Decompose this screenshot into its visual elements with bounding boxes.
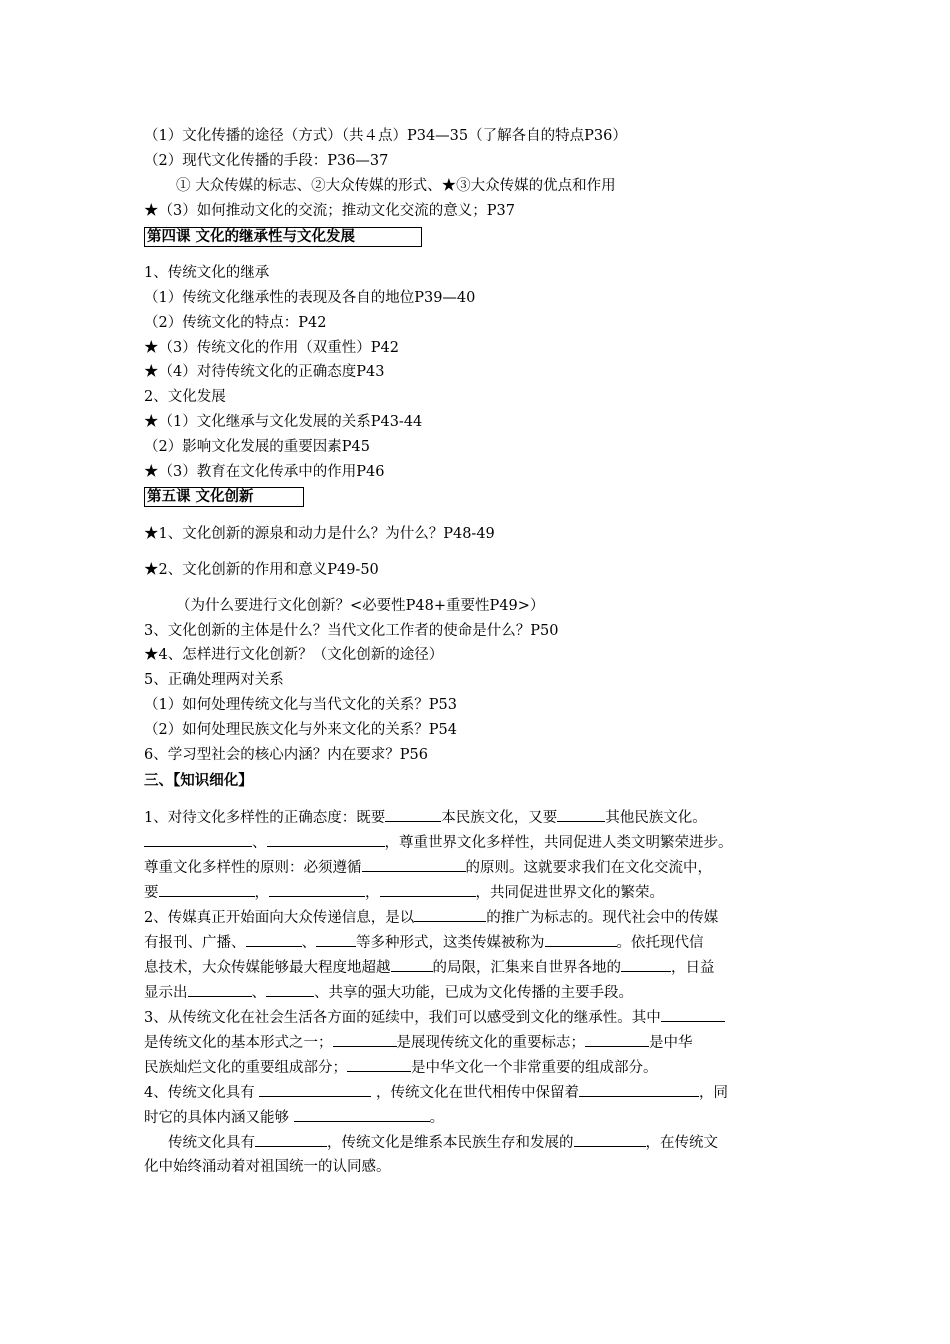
blank[interactable] <box>579 1082 699 1097</box>
blank[interactable] <box>269 882 365 897</box>
lesson5-item: 3、文化创新的主体是什么？当代文化工作者的使命是什么？P50 <box>144 623 559 639</box>
q1-line3: 尊重文化多样性的原则：必须遵循 的原则。这就要求我们在文化交流中， <box>144 857 712 878</box>
blank[interactable] <box>188 982 252 997</box>
lesson4-title: 第四课 文化的继承性与文化发展 <box>144 227 422 247</box>
lesson5-item: （1）如何处理传统文化与当代文化的关系？P53 <box>144 697 457 713</box>
item-modern-means: （2）现代文化传播的手段：P36—37 <box>144 153 389 169</box>
blank[interactable] <box>380 882 476 897</box>
q4-line2: 时它的具体内涵又能够 。 <box>144 1107 444 1128</box>
lesson4-item: 2、文化发展 <box>144 389 226 405</box>
blank[interactable] <box>246 932 302 947</box>
lesson5-item: （为什么要进行文化创新？<必要性P48+重要性P49>） <box>176 598 545 614</box>
q4-line4: 化中始终涌动着对祖国统一的认同感。 <box>144 1159 391 1175</box>
q3-line1: 3、从传统文化在社会生活各方面的延续中，我们可以感受到文化的继承性。其中 <box>144 1007 725 1028</box>
blank[interactable] <box>266 982 314 997</box>
blank[interactable] <box>385 807 441 822</box>
lesson4-item: （1）传统文化继承性的表现及各自的地位P39—40 <box>144 290 476 306</box>
blank[interactable] <box>545 932 617 947</box>
q4-line1: 4、传统文化具有 ，传统文化在世代相传中保留着 ，同 <box>144 1082 728 1103</box>
lesson4-item: ★（3）传统文化的作用（双重性）P42 <box>144 340 399 356</box>
q1-line1: 1、对待文化多样性的正确态度：既要 本民族文化，又要 其他民族文化。 <box>144 807 707 828</box>
q1-line4: 要 ， ， ，共同促进世界文化的繁荣。 <box>144 882 664 903</box>
blank[interactable] <box>585 1032 649 1047</box>
blank[interactable] <box>557 807 605 822</box>
item-mass-media: ① 大众传媒的标志、②大众传媒的形式、★③大众传媒的优点和作用 <box>176 178 616 194</box>
q2-line1: 2、传媒真正开始面向大众传递信息，是以 的推广为标志的。现代社会中的传媒 <box>144 907 718 928</box>
lesson4-item: ★（4）对待传统文化的正确态度P43 <box>144 364 385 380</box>
q2-line4: 显示出 、 、共享的强大功能，已成为文化传播的主要手段。 <box>144 982 633 1003</box>
blank[interactable] <box>347 1057 411 1072</box>
lesson5-item: 5、正确处理两对关系 <box>144 672 284 688</box>
blank[interactable] <box>362 857 466 872</box>
lesson5-item: ★1、文化创新的源泉和动力是什么？为什么？P48-49 <box>144 526 495 542</box>
lesson4-item: （2）传统文化的特点：P42 <box>144 315 327 331</box>
q1-line2: 、 ，尊重世界文化多样性，共同促进人类文明繁荣进步。 <box>144 832 733 853</box>
blank[interactable] <box>259 1082 371 1097</box>
lesson4-item: （2）影响文化发展的重要因素P45 <box>144 439 370 455</box>
blank[interactable] <box>159 882 255 897</box>
lesson5-item: ★2、文化创新的作用和意义P49-50 <box>144 562 379 578</box>
q3-line2: 是传统文化的基本形式之一； 是展现传统文化的重要标志； 是中华 <box>144 1032 693 1053</box>
blank[interactable] <box>333 1032 397 1047</box>
item-promote-exchange: ★（3）如何推动文化的交流；推动文化交流的意义；P37 <box>144 203 515 219</box>
lesson4-item: ★（1）文化继承与文化发展的关系P43-44 <box>144 414 423 430</box>
part3-heading: 三、【知识细化】 <box>144 772 253 789</box>
item-transmission-ways: （1）文化传播的途径（方式）（共４点）P34—35（了解各自的特点P36） <box>144 128 627 144</box>
lesson5-title: 第五课 文化创新 <box>144 487 304 507</box>
q2-line2: 有报刊、广播、 、 等多种形式，这类传媒被称为 。依托现代信 <box>144 932 704 953</box>
q3-line3: 民族灿烂文化的重要组成部分； 是中华文化一个非常重要的组成部分。 <box>144 1057 658 1078</box>
blank[interactable] <box>391 957 433 972</box>
blank[interactable] <box>661 1007 725 1022</box>
lesson5-item: 6、学习型社会的核心内涵？内在要求？P56 <box>144 747 428 763</box>
blank[interactable] <box>294 1107 430 1122</box>
lesson5-item: （2）如何处理民族文化与外来文化的关系？P54 <box>144 722 457 738</box>
blank[interactable] <box>255 1132 327 1147</box>
blank[interactable] <box>621 957 671 972</box>
blank[interactable] <box>414 907 486 922</box>
blank[interactable] <box>267 832 385 847</box>
lesson4-item: ★（3）教育在文化传承中的作用P46 <box>144 464 385 480</box>
q4-line3: 传统文化具有 ，传统文化是维系本民族生存和发展的 ，在传统文 <box>168 1132 718 1153</box>
q2-line3: 息技术，大众传媒能够最大程度地超越 的局限，汇集来自世界各地的 ，日益 <box>144 957 715 978</box>
blank[interactable] <box>574 1132 646 1147</box>
lesson4-item: 1、传统文化的继承 <box>144 265 270 281</box>
lesson5-item: ★4、怎样进行文化创新？（文化创新的途径） <box>144 647 444 663</box>
blank[interactable] <box>144 832 252 847</box>
blank[interactable] <box>316 932 356 947</box>
